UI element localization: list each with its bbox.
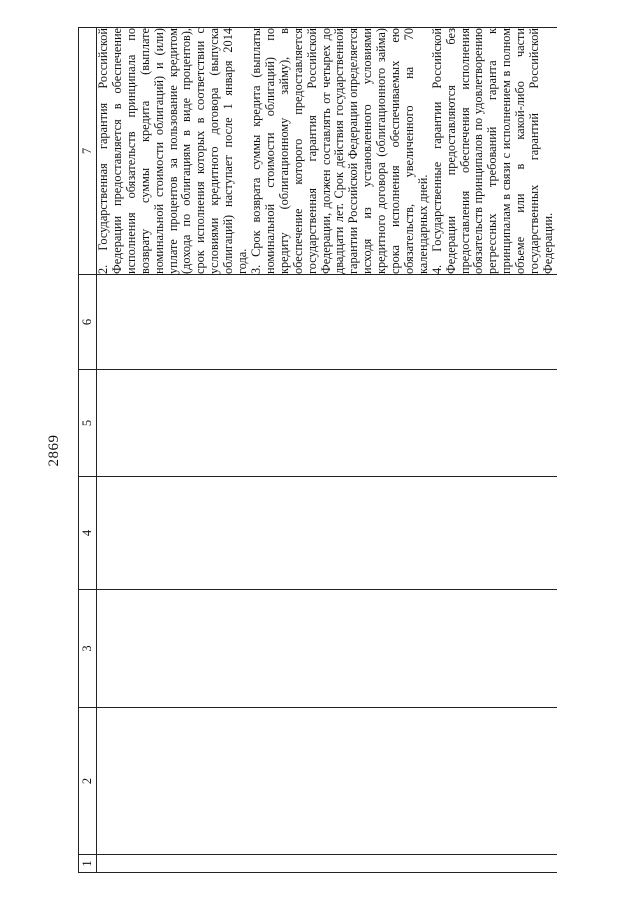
column-header-6: 6 — [79, 275, 97, 370]
cell-col-6 — [97, 275, 557, 370]
column-header-7: 7 — [79, 28, 97, 275]
paragraph-2: 2. Государственная гарантия Российской Федерации предоставляется в обеспечение исполнения обязательств принципала по возврату суммы кредита (выплате номинальной стоимости облигаций) и (или) уплате процентов за пользование кредитом (дохода по облигациям в виде процентов), срок исполнения которых в соответствии с условиями кредитного договора (выпуска облигаций) наступает после 1 января 2014 года. — [96, 28, 250, 274]
column-header-3: 3 — [79, 590, 97, 708]
document-table — [78, 27, 557, 873]
table-row — [97, 28, 557, 873]
column-header-5: 5 — [79, 370, 97, 477]
column-header-4: 4 — [79, 477, 97, 590]
cell-col-3 — [97, 590, 557, 708]
cell-col-5 — [97, 370, 557, 477]
paragraph-4: 4. Государственные гарантии Российской Федерации предоставляются без предоставления обеспечения исполнения обязательств принципалов по удовлетворению регрессных требований гаранта к принципалам в связи с исполнением в полном объеме или в какой-либо части государственных гарантий Российской Федерации. — [429, 28, 555, 274]
page-number: 2869 — [46, 434, 62, 467]
column-header-2: 2 — [79, 708, 97, 855]
cell-col-4 — [97, 477, 557, 590]
column-header-1: 1 — [79, 855, 97, 873]
cell-col-7 — [97, 28, 557, 275]
cell-col-1 — [97, 855, 557, 873]
table-header-row — [79, 28, 97, 873]
rotated-page-content — [48, 28, 576, 873]
cell-col-2 — [97, 708, 557, 855]
paragraph-3: 3. Срок возврата суммы кредита (выплаты номинальной стоимости облигаций) по кредиту (облигационному займу), в обеспечение которого предоставляется государственная гарантия Российской Федерации, должен составлять от четырех до двадцати лет. Срок действия государственной гарантии Российской Федерации определяется исходя из установленного условиями кредитного договора (облигационного займа) срока исполнения обеспечиваемых ею обязательств, увеличенного на 70 календарных дней. — [248, 28, 430, 274]
